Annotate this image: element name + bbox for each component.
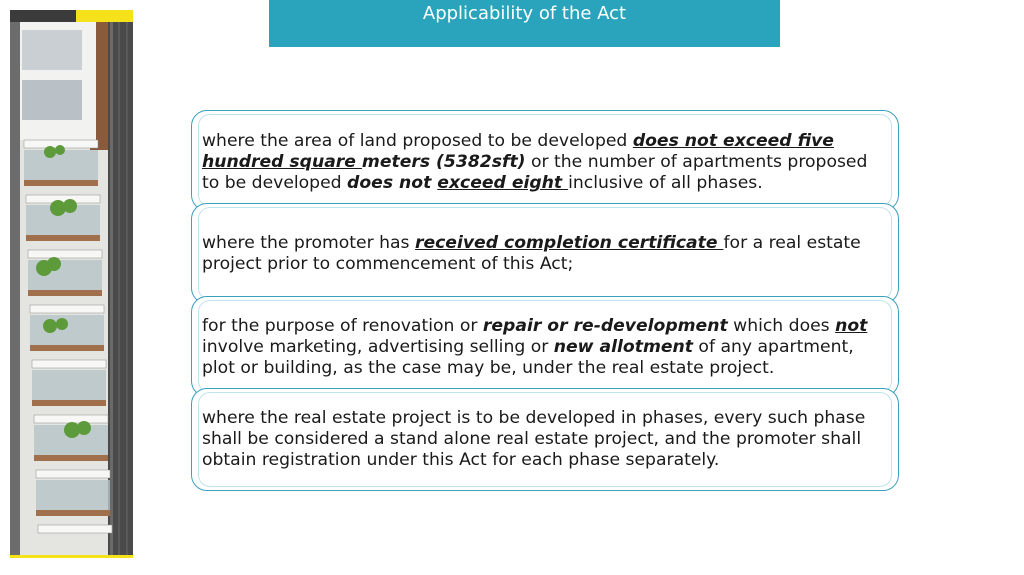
card-text (202, 131, 890, 194)
applicability-card-4 (191, 388, 899, 491)
card-text-segment: of any apartment, plot or building, as the case may be, under the real estate project. (202, 337, 854, 378)
card-text (202, 233, 890, 275)
card-text-segment: where the real estate project is to be developed in phases, every such phase shall be considered a stand alone real estate project, and the promoter shall obtain registration under this Act for each phase separately. (202, 408, 866, 470)
dark-accent-bar (10, 10, 76, 22)
card-text-segment: new allotment (553, 337, 693, 357)
card-text-segment: or the number of apartments proposed to be developed (202, 152, 868, 193)
card-text-segment: where the promoter has (202, 233, 415, 253)
card-text (202, 408, 890, 471)
applicability-card-3 (191, 296, 899, 397)
card-text-segment: for a real estate project prior to commencement of this Act; (202, 233, 861, 274)
card-text-segment: inclusive of all phases. (568, 173, 763, 193)
bottom-accent-bar (10, 555, 133, 558)
applicability-card-1 (191, 110, 899, 211)
card-text-segment: for the purpose of renovation or (202, 316, 483, 336)
card-text-segment: does not exceed five hundred square (202, 131, 834, 172)
page-title: Applicability of the Act (422, 3, 627, 24)
card-text-segment: meters (5382sft) (361, 152, 526, 172)
card-text-segment: does not (347, 173, 438, 193)
card-text-segment: not (835, 316, 868, 336)
applicability-card-2 (191, 203, 899, 304)
card-text (202, 316, 890, 379)
card-text-segment: received completion certificate (414, 233, 724, 253)
building-photo-icon (10, 10, 133, 557)
card-text-segment: repair or re-development (482, 316, 728, 336)
title-banner (269, 0, 780, 47)
yellow-accent-bar (76, 10, 133, 22)
card-text-segment: exceed eight (437, 173, 569, 193)
card-text-segment: involve marketing, advertising selling or (202, 337, 554, 357)
card-text-segment: where the area of land proposed to be developed (202, 131, 633, 151)
card-text-segment: which does (727, 316, 836, 336)
